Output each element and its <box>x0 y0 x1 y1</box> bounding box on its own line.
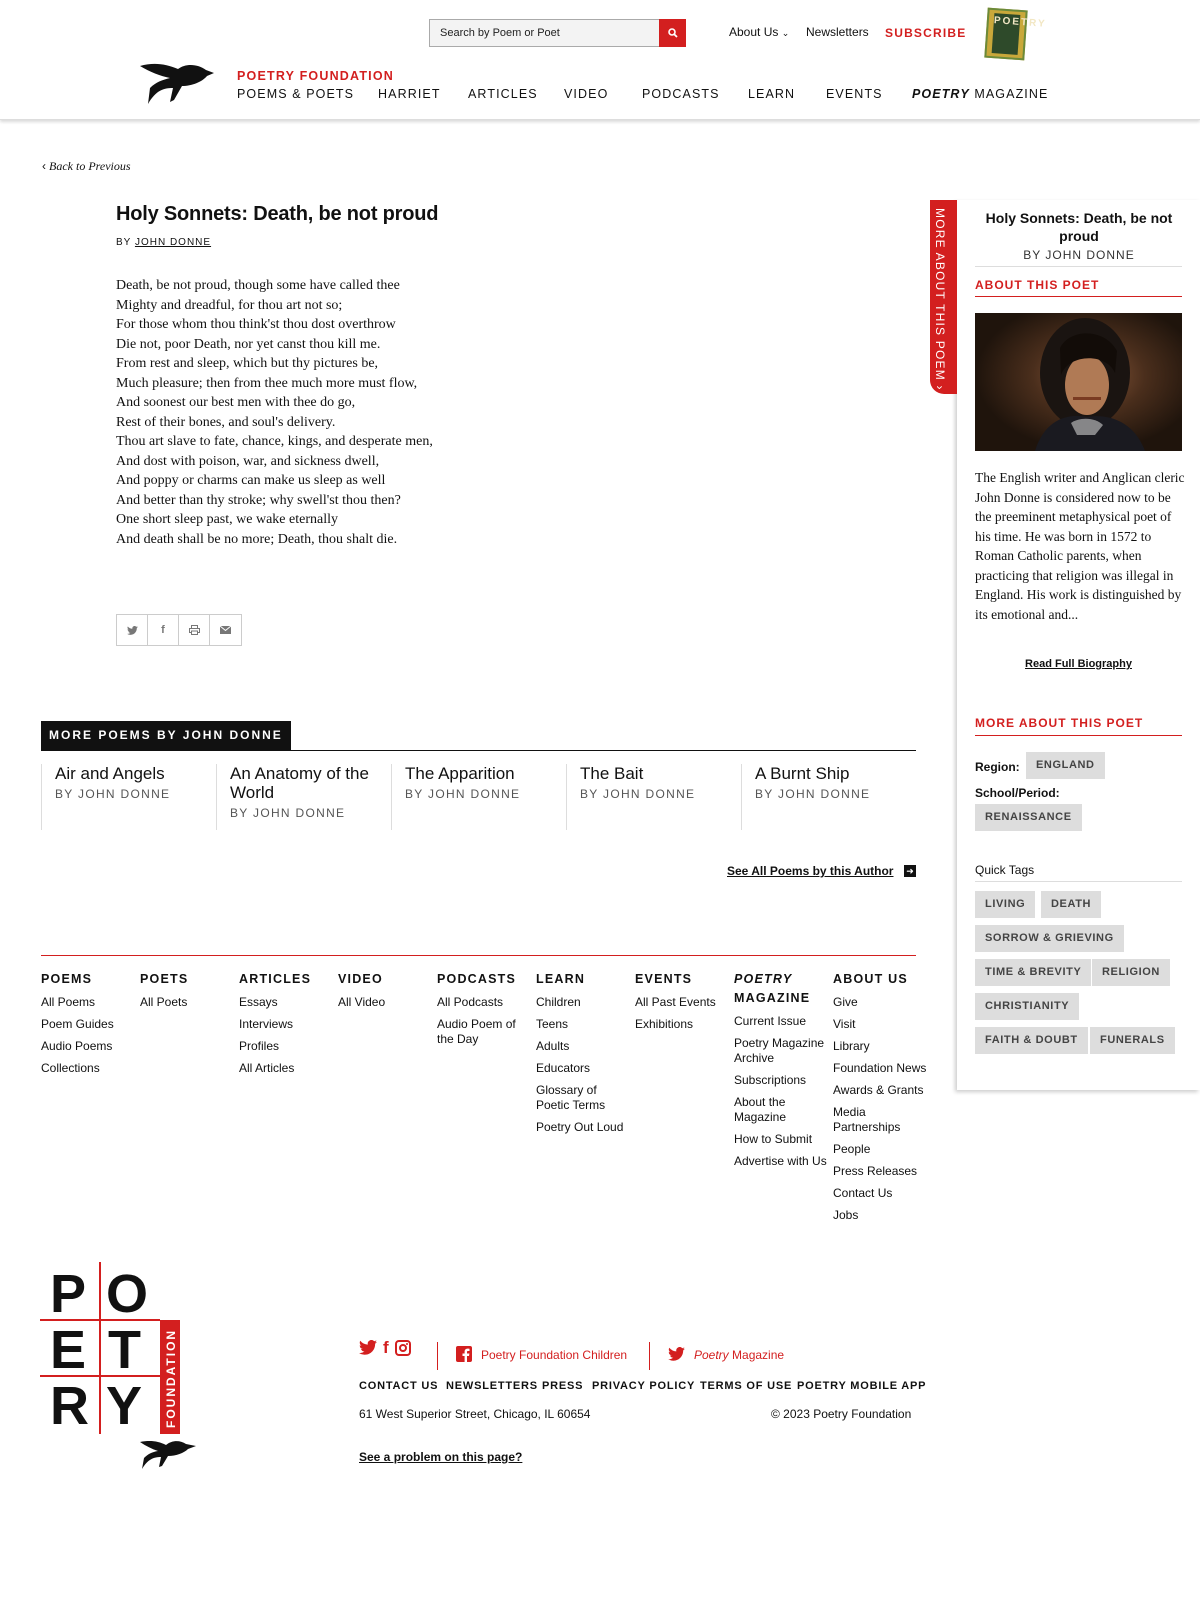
more-poems-divider <box>41 750 916 751</box>
footer-column <box>239 970 334 1083</box>
poem-line: Rest of their bones, and soul's delivery. <box>116 414 336 430</box>
footer-column-heading[interactable]: ABOUT US <box>833 972 908 986</box>
nav-video[interactable]: VIDEO <box>564 87 609 101</box>
logo-letter-r: R <box>50 1376 89 1436</box>
email-share-button[interactable] <box>210 615 241 645</box>
region-label: Region: <box>975 760 1020 774</box>
byline-prefix: BY <box>116 237 135 248</box>
about-poet-heading: ABOUT THIS POET <box>975 278 1100 292</box>
nav-poetry-magazine[interactable] <box>912 87 1048 101</box>
poem-card-title[interactable]: The Bait <box>580 764 644 783</box>
poem-line: From rest and sleep, which but thy pictures be, <box>116 356 379 371</box>
region-tag[interactable]: ENGLAND <box>1026 752 1105 779</box>
sidebar-byline: BY JOHN DONNE <box>1023 248 1135 262</box>
more-about-poet-heading: MORE ABOUT THIS POET <box>975 716 1144 730</box>
footer-column <box>140 970 235 1017</box>
poem-line: And better than thy stroke; why swell'st thou then? <box>116 492 401 508</box>
poem-card-byline: BY JOHN DONNE <box>230 806 346 820</box>
more-about-poem-tab[interactable] <box>930 200 957 394</box>
arrow-right-icon[interactable]: ➜ <box>904 865 916 877</box>
chevron-down-icon: › <box>933 385 947 391</box>
poem-card[interactable] <box>216 764 391 830</box>
print-button[interactable] <box>179 615 210 645</box>
poem-card-title[interactable]: The Apparition <box>405 764 515 783</box>
twitter-icon <box>127 626 138 635</box>
footer-separator <box>437 1342 438 1370</box>
footer-nav-link[interactable]: About the Magazine <box>734 1095 787 1124</box>
footer-nav-link[interactable]: All Video <box>338 995 386 1009</box>
footer-divider <box>41 955 916 956</box>
footer-column-heading[interactable]: ARTICLES <box>239 972 312 986</box>
footer-column-heading[interactable]: PODCASTS <box>437 972 517 986</box>
logo-foundation-text: FOUNDATION <box>164 1328 178 1428</box>
address: 61 West Superior Street, Chicago, IL 60654 <box>359 1407 591 1421</box>
nav-learn[interactable]: LEARN <box>748 87 796 101</box>
poem-line: And soonest our best men with thee do go, <box>116 395 356 410</box>
footer-nav-link[interactable]: Teens <box>536 1017 569 1031</box>
footer-contact-link[interactable]: CONTACT US <box>359 1380 439 1392</box>
footer-column-heading[interactable]: POEMS <box>41 972 93 986</box>
footer-heading-italic: POETRY <box>734 972 793 986</box>
footer-newsletters-link[interactable]: NEWSLETTERS <box>446 1380 538 1392</box>
footer-nav-link[interactable]: Essays <box>239 995 278 1009</box>
facebook-children-icon[interactable] <box>456 1346 472 1362</box>
footer-nav-link[interactable]: All Past Events <box>635 995 716 1009</box>
poem-card-title[interactable]: A Burnt Ship <box>755 764 850 783</box>
sidebar-poem-title: Holy Sonnets: Death, be not proud <box>985 210 1173 244</box>
tag-christianity[interactable]: CHRISTIANITY <box>975 993 1079 1020</box>
footer-press-link[interactable]: PRESS <box>542 1380 584 1392</box>
poem-line: Mighty and dreadful, for thou art not so; <box>116 297 343 313</box>
search-input[interactable]: Search by Poem or Poet <box>429 19 686 47</box>
social-icons <box>359 1340 411 1356</box>
footer-column <box>635 970 730 1039</box>
poem-line: And dost with poison, war, and sickness dwell, <box>116 453 380 469</box>
footer-nav-link[interactable]: Visit <box>833 1017 856 1031</box>
footer-nav-link[interactable]: Adults <box>536 1039 570 1053</box>
footer-privacy-link[interactable]: PRIVACY POLICY <box>592 1380 696 1392</box>
instagram-icon[interactable] <box>395 1340 411 1356</box>
read-full-biography-link[interactable]: Read Full Biography <box>1025 658 1132 670</box>
footer-column <box>41 970 136 1083</box>
poem-line: For those whom thou think'st thou dost overthrow <box>116 317 396 332</box>
tag-funerals[interactable]: FUNERALS <box>1090 1027 1175 1054</box>
facebook-icon: f <box>161 624 165 636</box>
poetry-foundation-children-link[interactable]: Poetry Foundation Children <box>481 1348 628 1362</box>
report-problem-link[interactable]: See a problem on this page? <box>359 1450 523 1464</box>
poetry-magazine-link-rest: Magazine <box>728 1348 785 1362</box>
footer-nav-link[interactable]: Media Partnerships <box>833 1105 901 1134</box>
footer-column-heading[interactable]: POETS <box>140 972 189 986</box>
subscribe-link[interactable]: SUBSCRIBE <box>885 26 967 40</box>
footer-nav-link[interactable]: Jobs <box>833 1208 859 1222</box>
footer-nav-link[interactable]: All Articles <box>239 1061 295 1075</box>
tag-religion[interactable]: RELIGION <box>1092 959 1170 986</box>
footer-nav-link[interactable]: Library <box>833 1039 870 1053</box>
twitter-magazine-icon[interactable] <box>668 1347 685 1361</box>
poem-line: Thou art slave to fate, chance, kings, and desperate men, <box>116 434 433 449</box>
school-period-tag[interactable]: RENAISSANCE <box>975 804 1082 831</box>
poet-bio: The English writer and Anglican cleric John Donne is considered now to be the preeminent metaphysical poet of his time. He was born in 1572 to Roman Catholic parents, when practicing that religion was illegal in England. His work is distinguished by its emotional and... <box>975 470 1185 622</box>
poem-card-title[interactable]: An Anatomy of the World <box>230 764 369 802</box>
nav-poetry-magazine-rest: MAGAZINE <box>969 87 1049 101</box>
footer-column-heading[interactable]: LEARN <box>536 972 586 986</box>
nav-articles[interactable]: ARTICLES <box>468 87 538 101</box>
footer-nav-link[interactable]: Advertise with Us <box>734 1154 827 1168</box>
poem-card-byline: BY JOHN DONNE <box>55 787 171 801</box>
quick-tags-label: Quick Tags <box>975 863 1035 877</box>
footer-nav-link[interactable]: Collections <box>41 1061 100 1075</box>
footer-nav-link[interactable]: Subscriptions <box>734 1073 807 1087</box>
footer-nav-link[interactable]: Poetry Magazine Archive <box>734 1036 825 1065</box>
logo-letter-o: O <box>106 1264 149 1324</box>
tab-label-text: MORE ABOUT THIS POEM <box>933 208 947 381</box>
site-header <box>0 0 1200 120</box>
footer-nav-link[interactable]: Give <box>833 995 858 1009</box>
poem-line: Die not, poor Death, nor yet canst thou kill me. <box>116 336 381 352</box>
footer-nav-link[interactable]: Audio Poem of the Day <box>437 1017 516 1046</box>
footer-nav-link[interactable]: Profiles <box>239 1039 280 1053</box>
poem-card[interactable] <box>391 764 566 830</box>
footer-nav-link[interactable]: Current Issue <box>734 1014 807 1028</box>
brand-name[interactable]: POETRY FOUNDATION <box>237 69 394 83</box>
footer-nav-link[interactable]: Exhibitions <box>635 1017 694 1031</box>
footer-column <box>536 970 631 1142</box>
author-link[interactable]: JOHN DONNE <box>134 237 212 248</box>
poem-line: Much pleasure; then from thee much more must flow, <box>116 375 418 391</box>
footer-nav-link[interactable]: Poetry Out Loud <box>536 1120 624 1134</box>
poem-line: Death, be not proud, though some have called thee <box>116 278 400 293</box>
footer-nav-link[interactable]: Foundation News <box>833 1061 927 1075</box>
poem-card-title[interactable]: Air and Angels <box>55 764 165 783</box>
twitter-share-button[interactable] <box>117 615 148 645</box>
poem-card-byline: BY JOHN DONNE <box>580 787 696 801</box>
poetry-magazine-logo-text: POETRY <box>992 13 1021 55</box>
more-poems-heading: MORE POEMS BY JOHN DONNE <box>41 721 291 750</box>
footer-nav-link[interactable]: All Poets <box>140 995 188 1009</box>
newsletters-link[interactable]: Newsletters <box>806 25 869 39</box>
quick-tags-divider <box>975 881 1182 882</box>
footer-column <box>833 970 928 1230</box>
logo-letter-y: Y <box>106 1376 143 1436</box>
poem-line: And death shall be no more; Death, thou shalt die. <box>116 531 398 547</box>
poetry-foundation-footer-logo[interactable] <box>40 1262 200 1472</box>
footer-nav-link[interactable]: Contact Us <box>833 1186 893 1200</box>
footer-nav-link[interactable]: How to Submit <box>734 1132 813 1146</box>
footer-terms-link[interactable]: TERMS OF USE <box>700 1380 793 1392</box>
footer-column <box>338 970 433 1017</box>
sidebar-divider <box>975 266 1182 267</box>
footer-column <box>437 970 532 1054</box>
footer-nav-link[interactable]: Interviews <box>239 1017 294 1031</box>
footer-column-heading[interactable]: EVENTS <box>635 972 693 986</box>
poem-line: And poppy or charms can make us sleep as well <box>116 473 386 488</box>
footer-column <box>734 970 829 1176</box>
about-us-menu[interactable] <box>729 25 789 39</box>
nav-events[interactable]: EVENTS <box>826 87 883 101</box>
poem-card[interactable] <box>741 764 916 830</box>
nav-poetry-magazine-italic: POETRY <box>912 87 970 101</box>
school-period-label: School/Period: <box>975 786 1060 800</box>
tag-sorrow-grieving[interactable]: SORROW & GRIEVING <box>975 925 1124 952</box>
tag-death[interactable]: DEATH <box>1041 891 1101 918</box>
footer-nav-link[interactable]: Audio Poems <box>41 1039 113 1053</box>
chevron-left-icon: ‹ <box>42 159 46 173</box>
footer-nav-link[interactable]: All Poems <box>41 995 96 1009</box>
twitter-icon[interactable] <box>359 1340 377 1355</box>
email-icon <box>220 626 231 634</box>
more-poems-list <box>41 764 916 830</box>
footer-nav-link[interactable]: Children <box>536 995 581 1009</box>
about-us-label: About Us <box>729 25 779 39</box>
footer-nav-link[interactable]: Educators <box>536 1061 591 1075</box>
poem-byline <box>116 237 211 248</box>
poem-card[interactable] <box>41 764 216 830</box>
search-icon <box>668 28 678 38</box>
nav-poems-poets[interactable]: POEMS & POETS <box>237 87 355 101</box>
tag-faith-doubt[interactable]: FAITH & DOUBT <box>975 1027 1088 1054</box>
share-toolbar <box>116 614 242 646</box>
poem-card-byline: BY JOHN DONNE <box>755 787 871 801</box>
back-link[interactable] <box>42 159 131 174</box>
see-all-poems-link[interactable]: See All Poems by this Author <box>727 864 894 878</box>
poetry-magazine-link[interactable] <box>694 1348 784 1362</box>
tab-label <box>933 208 947 391</box>
back-link-label: Back to Previous <box>49 159 131 173</box>
more-about-poet-divider <box>975 735 1182 736</box>
bird-logo-icon[interactable] <box>140 60 216 106</box>
poem-line: One short sleep past, we wake eternally <box>116 512 338 527</box>
footer-column-heading[interactable] <box>734 970 829 1008</box>
footer-separator <box>649 1342 650 1370</box>
chevron-down-icon: ⌄ <box>781 28 790 38</box>
tag-time-brevity[interactable]: TIME & BREVITY <box>975 959 1091 986</box>
poet-portrait <box>975 313 1182 451</box>
footer-column-heading[interactable]: VIDEO <box>338 972 383 986</box>
footer-nav-link[interactable]: Poem Guides <box>41 1017 114 1031</box>
nav-podcasts[interactable]: PODCASTS <box>642 87 720 101</box>
facebook-icon[interactable]: f <box>383 1338 389 1357</box>
footer-nav-link[interactable]: Glossary of Poetic Terms <box>536 1083 606 1112</box>
poem-text <box>116 276 433 549</box>
footer-nav-link[interactable]: All Podcasts <box>437 995 504 1009</box>
logo-letter-p: P <box>50 1264 87 1324</box>
poem-title: Holy Sonnets: Death, be not proud <box>116 203 439 225</box>
facebook-share-button[interactable] <box>148 615 179 645</box>
tag-living[interactable]: LIVING <box>975 891 1035 918</box>
footer-mobile-app-link[interactable]: POETRY MOBILE APP <box>797 1380 927 1392</box>
footer-nav-link[interactable]: People <box>833 1142 871 1156</box>
footer-heading-rest: MAGAZINE <box>734 991 811 1005</box>
print-icon <box>189 625 200 635</box>
copyright: © 2023 Poetry Foundation <box>771 1407 912 1421</box>
poem-card[interactable] <box>566 764 741 830</box>
about-poet-divider <box>975 296 1182 297</box>
poetry-magazine-logo[interactable] <box>984 8 1047 61</box>
poem-card-byline: BY JOHN DONNE <box>405 787 521 801</box>
poetry-magazine-link-italic: Poetry <box>694 1348 729 1362</box>
nav-harriet[interactable]: HARRIET <box>378 87 441 101</box>
logo-letter-e: E <box>50 1320 87 1380</box>
footer-nav-link[interactable]: Press Releases <box>833 1164 918 1178</box>
footer-nav-link[interactable]: Awards & Grants <box>833 1083 924 1097</box>
logo-letter-t: T <box>108 1320 141 1380</box>
search-button[interactable] <box>659 19 686 47</box>
